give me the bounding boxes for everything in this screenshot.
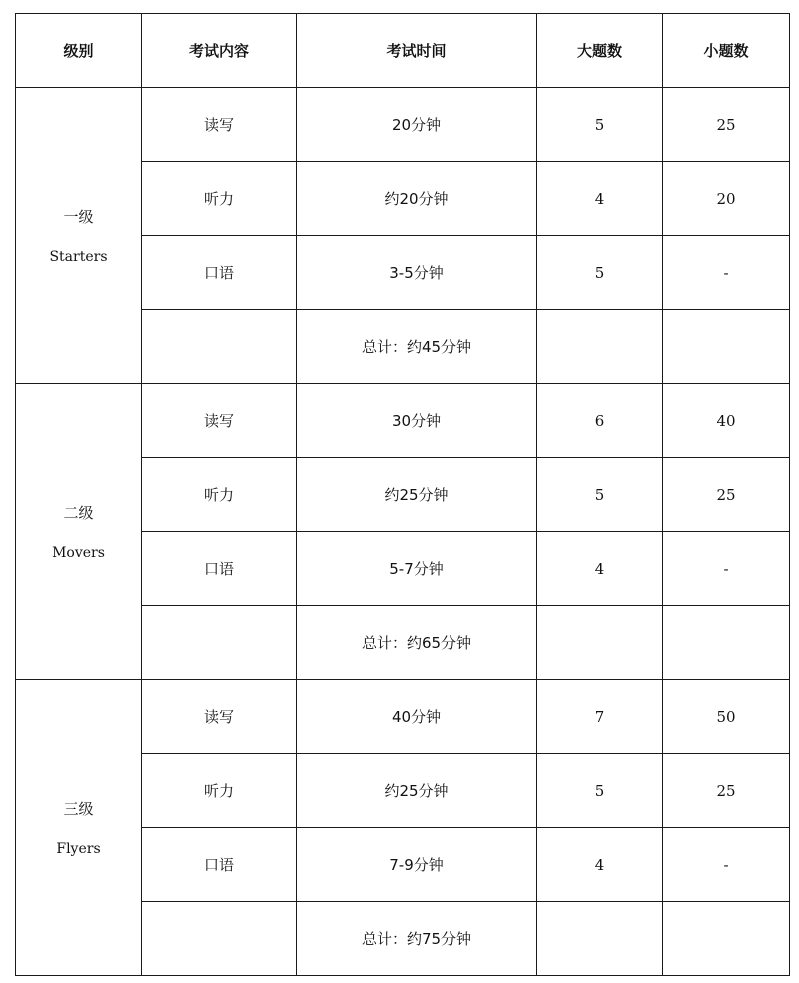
time-cell: 5-7分钟 — [297, 532, 537, 606]
total-time-cell: 总计：约65分钟 — [297, 606, 537, 680]
minor-cell: 25 — [663, 754, 790, 828]
content-cell: 口语 — [142, 828, 297, 902]
content-cell: 听力 — [142, 162, 297, 236]
major-cell — [537, 310, 663, 384]
major-cell — [537, 606, 663, 680]
table-row — [16, 88, 790, 162]
major-cell: 5 — [537, 236, 663, 310]
level-name-en: Starters — [49, 249, 108, 265]
content-cell: 读写 — [142, 88, 297, 162]
table-row — [16, 384, 790, 458]
minor-cell: - — [663, 828, 790, 902]
content-cell — [142, 310, 297, 384]
major-cell: 5 — [537, 88, 663, 162]
content-cell: 口语 — [142, 236, 297, 310]
major-cell: 5 — [537, 458, 663, 532]
time-cell: 20分钟 — [297, 88, 537, 162]
exam-table — [15, 13, 790, 976]
minor-cell: - — [663, 532, 790, 606]
header-major: 大题数 — [537, 14, 663, 88]
level-name-cn: 三级 — [63, 800, 94, 818]
major-cell: 4 — [537, 532, 663, 606]
major-cell: 5 — [537, 754, 663, 828]
time-cell: 7-9分钟 — [297, 828, 537, 902]
level-name-cn: 一级 — [63, 208, 94, 226]
major-cell: 6 — [537, 384, 663, 458]
minor-cell: - — [663, 236, 790, 310]
major-cell: 4 — [537, 828, 663, 902]
content-cell: 听力 — [142, 458, 297, 532]
header-minor: 小题数 — [663, 14, 790, 88]
header-time: 考试时间 — [297, 14, 537, 88]
header-level: 级别 — [16, 14, 142, 88]
header-row — [16, 14, 790, 88]
major-cell: 4 — [537, 162, 663, 236]
header-content: 考试内容 — [142, 14, 297, 88]
content-cell — [142, 902, 297, 976]
content-cell: 读写 — [142, 680, 297, 754]
content-cell — [142, 606, 297, 680]
time-cell: 约20分钟 — [297, 162, 537, 236]
level-cell — [16, 680, 142, 976]
time-cell: 约25分钟 — [297, 754, 537, 828]
table-row — [16, 680, 790, 754]
level-cell — [16, 88, 142, 384]
minor-cell: 20 — [663, 162, 790, 236]
minor-cell — [663, 310, 790, 384]
level-name-cn: 二级 — [63, 504, 94, 522]
content-cell: 口语 — [142, 532, 297, 606]
content-cell: 听力 — [142, 754, 297, 828]
time-cell: 约25分钟 — [297, 458, 537, 532]
level-name-en: Flyers — [56, 841, 101, 857]
minor-cell: 50 — [663, 680, 790, 754]
level-cell — [16, 384, 142, 680]
time-cell: 40分钟 — [297, 680, 537, 754]
minor-cell — [663, 606, 790, 680]
level-name-en: Movers — [52, 545, 105, 561]
time-cell: 3-5分钟 — [297, 236, 537, 310]
minor-cell: 25 — [663, 88, 790, 162]
content-cell: 读写 — [142, 384, 297, 458]
total-time-cell: 总计：约75分钟 — [297, 902, 537, 976]
minor-cell: 25 — [663, 458, 790, 532]
total-time-cell: 总计：约45分钟 — [297, 310, 537, 384]
minor-cell: 40 — [663, 384, 790, 458]
major-cell: 7 — [537, 680, 663, 754]
time-cell: 30分钟 — [297, 384, 537, 458]
major-cell — [537, 902, 663, 976]
minor-cell — [663, 902, 790, 976]
